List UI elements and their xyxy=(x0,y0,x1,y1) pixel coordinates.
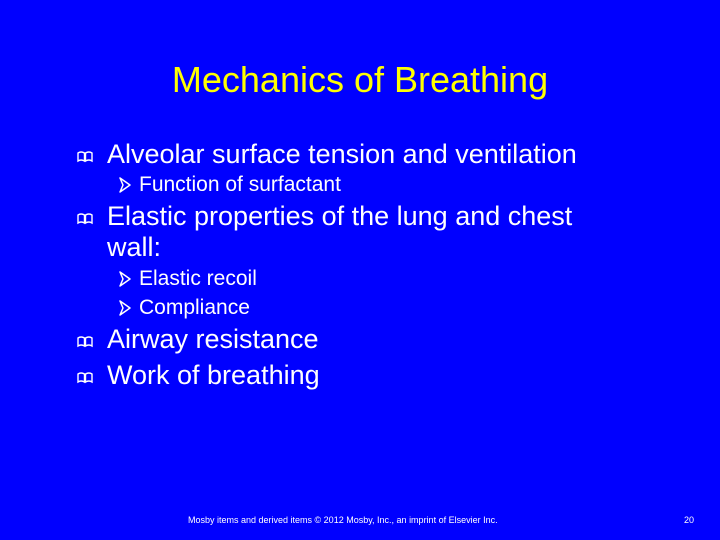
bullet-text: Alveolar surface tension and ventilation xyxy=(107,139,577,169)
bullet-text: wall: xyxy=(107,232,162,262)
book-icon xyxy=(76,143,94,169)
sub-bullet-text: Elastic recoil xyxy=(139,267,257,290)
bullet-text: Work of breathing xyxy=(107,360,320,390)
page-number: 20 xyxy=(683,515,694,525)
arrow-right-icon xyxy=(118,298,132,318)
copyright-footer: Mosby items and derived items © 2012 Mosby, Inc., an imprint of Elsevier Inc. xyxy=(188,515,498,525)
arrow-right-icon xyxy=(118,175,132,195)
book-icon xyxy=(76,364,94,390)
sub-bullet-text: Compliance xyxy=(139,296,250,319)
book-icon xyxy=(76,328,94,354)
book-icon xyxy=(76,205,94,231)
arrow-right-icon xyxy=(118,269,132,289)
bullet-text: Airway resistance xyxy=(107,324,319,354)
slide-title: Mechanics of Breathing xyxy=(171,59,549,100)
bullet-text: Elastic properties of the lung and chest xyxy=(107,201,573,231)
sub-bullet-text: Function of surfactant xyxy=(139,173,341,196)
